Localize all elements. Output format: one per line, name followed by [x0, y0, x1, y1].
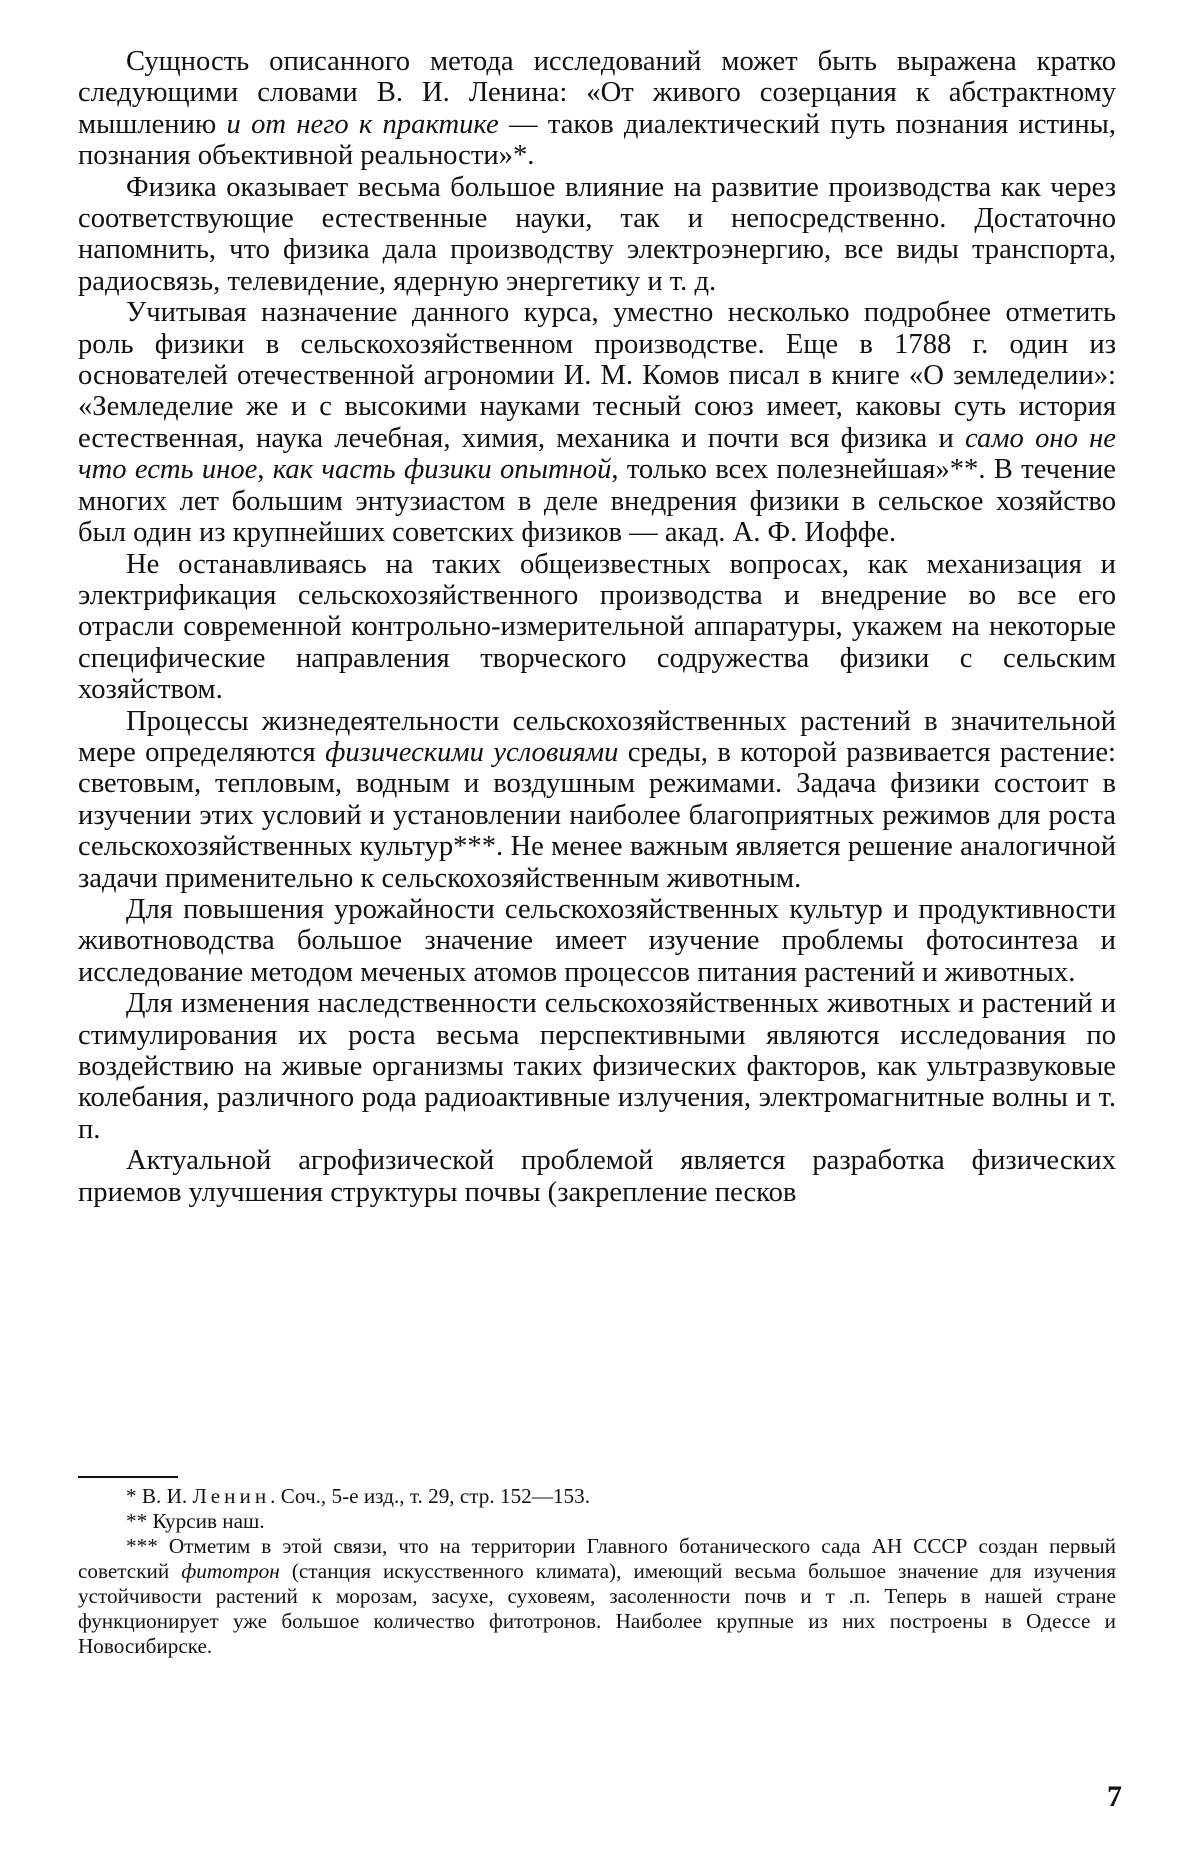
- paragraph-7: Для изменения наследственности сельскохозяйственных животных и растений и стимулирования их роста весьма перспективными являются исследования по воздействию на живые организмы таких физических факторов, как ультразвуковые колебания, различного рода радиоактивные излучения, электромагнитные волны и т. п.: [78, 988, 1116, 1145]
- spaced-emphasis: Ленин: [192, 1484, 271, 1508]
- paragraph-4: Не останавливаясь на таких общеизвестных вопросах, как механизация и электрификация сельскохозяйственного производства и внедрение во все его отрасли современной контрольно-измерительной аппаратуры, укажем на некоторые специфические направления творческого содружества физики с сельским хозяйством.: [78, 548, 1116, 706]
- footnote-divider: [78, 1476, 178, 1478]
- paragraph-3: Учитывая назначение данного курса, уместно несколько подробнее отметить роль физики в сельскохозяйственном производстве. Еще в 1788 г. один из основателей отечественной агрономии И. М. Комов писал в книге «О земледелии»: «Земледелие же и с высокими науками тесный союз имеет, каковы суть история естественная, наука лечебная, химия, механика и почти вся физика и само оно не что есть иное, как часть физики опытной, только всех полезнейшая»**. В течение многих лет большим энтузиастом в деле внедрения физики в сельское хозяйство был один из крупнейших советских физиков — акад. А. Ф. Иоффе.: [78, 297, 1117, 549]
- italic-emphasis: само оно не что есть иное, как часть физики опытной: [78, 422, 1117, 486]
- paragraph-8: Актуальной агрофизической проблемой является разработка физических приемов улучшения структуры почвы (закрепление песков: [78, 1145, 1116, 1208]
- footnote-3: *** Отметим в этой связи, что на территории Главного ботанического сада АН СССР создан первый советский фитотрон (станция искусственного климата), имеющий весьма большое значение для изучения устойчивости растений к морозам, засухе, суховеям, засоленности почв и т .п. Теперь в нашей стране функционирует уже большое количество фитотронов. Наиболее крупные из них построены в Одессе и Новосибирске.: [78, 1534, 1116, 1658]
- page-number: 7: [1107, 1780, 1122, 1813]
- paragraph-2: Физика оказывает весьма большое влияние на развитие производства как через соответствующие естественные науки, так и непосредственно. Достаточно напомнить, что физика дала производству электроэнергию, все виды транспорта, радиосвязь, телевидение, ядерную энергетику и т. д.: [78, 171, 1116, 297]
- main-text: [78, 46, 1116, 1208]
- paragraph-1: Сущность описанного метода исследований может быть выражена кратко следующими словами В. И. Ленина: «От живого созерцания к абстрактному мышлению и от него к практике — таков диалектический путь познания истины, познания объективной реальности»*.: [78, 46, 1117, 172]
- footnotes: [78, 1476, 1116, 1659]
- footnote-2: ** Курсив наш.: [126, 1509, 265, 1533]
- italic-emphasis: и от него к практике: [226, 108, 499, 140]
- paragraph-5: Процессы жизнедеятельности сельскохозяйственных растений в значительной мере определяются физическими условиями среды, в которой развивается растение: световым, тепловым, водным и воздушным режимами. Задача физики состоит в изучении этих условий и установлении наиболее благоприятных режимов для роста сельскохозяйственных культур***. Не менее важным является решение аналогичной задачи применительно к сельскохозяйственным животным.: [78, 705, 1116, 894]
- italic-emphasis: физическими условиями: [325, 736, 619, 768]
- footnote-1: * В. И. Ленин. Соч., 5-е изд., т. 29, стр. 152—153.: [126, 1484, 591, 1508]
- italic-emphasis: фитотрон: [181, 1559, 280, 1583]
- paragraph-6: Для повышения урожайности сельскохозяйственных культур и продуктивности животноводства большое значение имеет изучение проблемы фотосинтеза и исследование методом меченых атомов процессов питания растений и животных.: [78, 893, 1116, 988]
